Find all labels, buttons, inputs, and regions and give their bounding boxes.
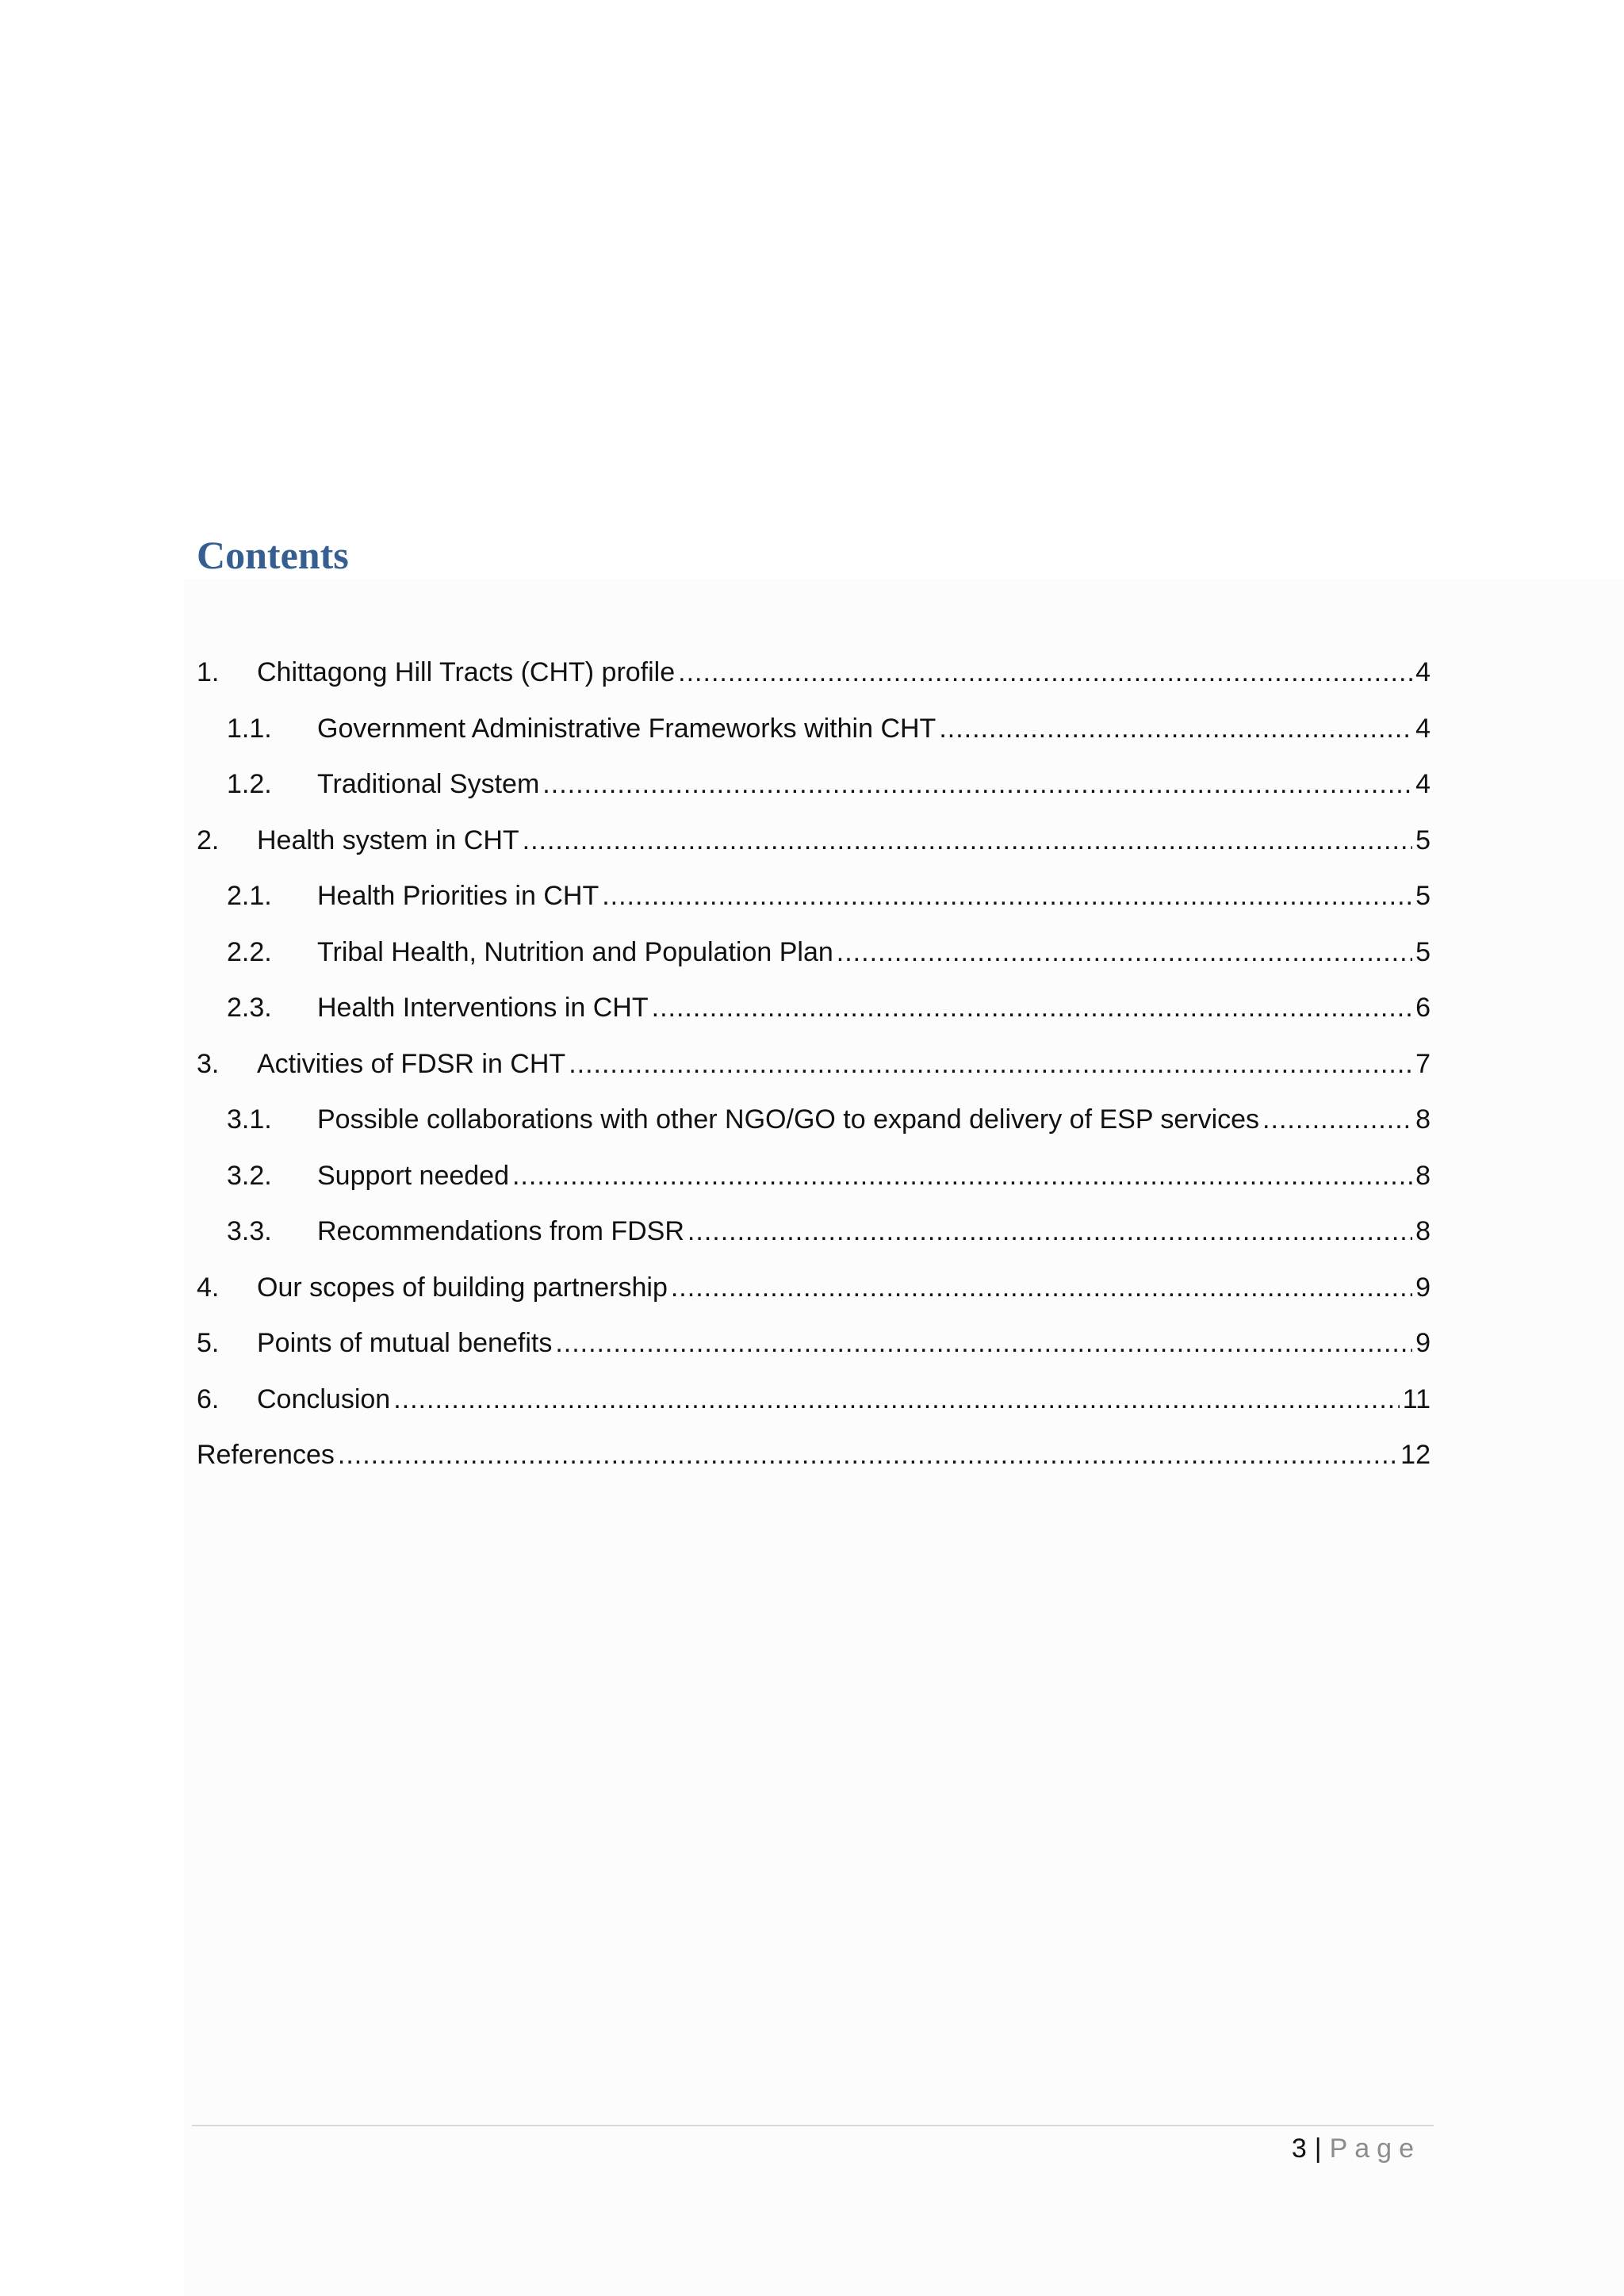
toc-dot-leader <box>602 872 1412 920</box>
toc-entry-title: Tribal Health, Nutrition and Population Plan <box>317 936 833 967</box>
footer-divider <box>192 2125 1434 2126</box>
toc-entry-number: 3.1. <box>227 1104 272 1135</box>
toc-entry-page: 8 <box>1415 1216 1431 1246</box>
toc-entry[interactable] <box>197 928 1431 985</box>
toc-entry-number: 3.3. <box>227 1216 272 1246</box>
toc-entry-title: Government Administrative Frameworks within CHT <box>317 713 936 744</box>
toc-entry-title: Health system in CHT <box>257 825 519 855</box>
toc-dot-leader <box>393 1376 1399 1423</box>
toc-entry[interactable] <box>197 649 1431 705</box>
toc-entry[interactable] <box>197 1040 1431 1096</box>
toc-dot-leader <box>1262 1096 1412 1143</box>
toc-dot-leader <box>652 984 1412 1031</box>
toc-entry-title: Our scopes of building partnership <box>257 1272 668 1303</box>
toc-entry[interactable] <box>197 984 1431 1040</box>
toc-entry[interactable] <box>197 1264 1431 1320</box>
footer-page-label: Page <box>1329 2133 1421 2164</box>
toc-title: Contents <box>197 533 349 577</box>
toc-dot-leader <box>678 649 1412 696</box>
toc-dot-leader <box>512 1152 1412 1200</box>
footer-separator: | <box>1314 2133 1322 2164</box>
toc-entry-number: 3. <box>197 1048 220 1079</box>
toc-entry-page: 6 <box>1415 993 1431 1023</box>
toc-entry-number: 4. <box>197 1272 220 1303</box>
toc-entry-page: 4 <box>1415 769 1431 799</box>
toc-entry-page: 5 <box>1415 936 1431 967</box>
toc-dot-leader <box>523 817 1412 864</box>
toc-entry-page: 9 <box>1415 1328 1431 1358</box>
toc-entry-number: 2.2. <box>227 936 272 967</box>
toc-dot-leader <box>555 1319 1412 1367</box>
toc-entry-title: Points of mutual benefits <box>257 1328 553 1358</box>
toc-entry-number: 1.2. <box>227 769 272 799</box>
page-footer <box>1292 2126 1421 2171</box>
toc-entry[interactable] <box>197 1376 1431 1432</box>
toc-entry-page: 11 <box>1402 1383 1431 1414</box>
toc-entry-title: Traditional System <box>317 769 540 799</box>
toc-entry[interactable] <box>197 1319 1431 1376</box>
toc-entry-number: 1. <box>197 657 220 687</box>
toc-dot-leader <box>837 928 1412 976</box>
toc-dot-leader <box>688 1207 1412 1255</box>
toc-entry-page: 7 <box>1415 1048 1431 1079</box>
toc-entry-title: Health Priorities in CHT <box>317 881 599 911</box>
toc-entry-title: Chittagong Hill Tracts (CHT) profile <box>257 657 676 687</box>
toc-entry-number: 6. <box>197 1383 220 1414</box>
table-of-contents <box>197 649 1431 1487</box>
toc-entry-title: Support needed <box>317 1160 509 1191</box>
toc-entry[interactable] <box>197 1207 1431 1264</box>
toc-entry-number: 2.1. <box>227 881 272 911</box>
toc-entry[interactable] <box>197 1096 1431 1152</box>
toc-entry[interactable] <box>197 705 1431 761</box>
toc-entry-title: Conclusion <box>257 1383 391 1414</box>
toc-entry-page: 4 <box>1415 657 1431 687</box>
toc-entry-page: 8 <box>1415 1104 1431 1135</box>
toc-entry-number: 5. <box>197 1328 220 1358</box>
toc-entry-page: 12 <box>1400 1440 1431 1470</box>
toc-entry-title: Health Interventions in CHT <box>317 993 649 1023</box>
toc-entry-title: References <box>197 1440 335 1470</box>
toc-entry-page: 8 <box>1415 1160 1431 1191</box>
toc-dot-leader <box>569 1040 1412 1088</box>
toc-entry[interactable] <box>197 817 1431 873</box>
toc-entry-title: Possible collaborations with other NGO/GO to expand delivery of ESP services <box>317 1104 1260 1135</box>
toc-dot-leader <box>671 1264 1412 1311</box>
toc-entry-page: 4 <box>1415 713 1431 744</box>
toc-entry-title: Recommendations from FDSR <box>317 1216 684 1246</box>
toc-entry-number: 3.2. <box>227 1160 272 1191</box>
toc-entry[interactable] <box>197 1152 1431 1208</box>
toc-entry-title: Activities of FDSR in CHT <box>257 1048 566 1079</box>
toc-entry-number: 2. <box>197 825 220 855</box>
toc-entry-page: 9 <box>1415 1272 1431 1303</box>
toc-dot-leader <box>338 1431 1397 1479</box>
toc-entry[interactable] <box>197 760 1431 817</box>
toc-entry-page: 5 <box>1415 881 1431 911</box>
toc-entry-page: 5 <box>1415 825 1431 855</box>
toc-entry-number: 1.1. <box>227 713 272 744</box>
toc-dot-leader <box>939 705 1412 752</box>
toc-entry-number: 2.3. <box>227 993 272 1023</box>
toc-entry[interactable] <box>197 1431 1431 1487</box>
footer-page-number: 3 <box>1291 2133 1307 2164</box>
toc-dot-leader <box>542 760 1412 808</box>
toc-entry[interactable] <box>197 872 1431 928</box>
